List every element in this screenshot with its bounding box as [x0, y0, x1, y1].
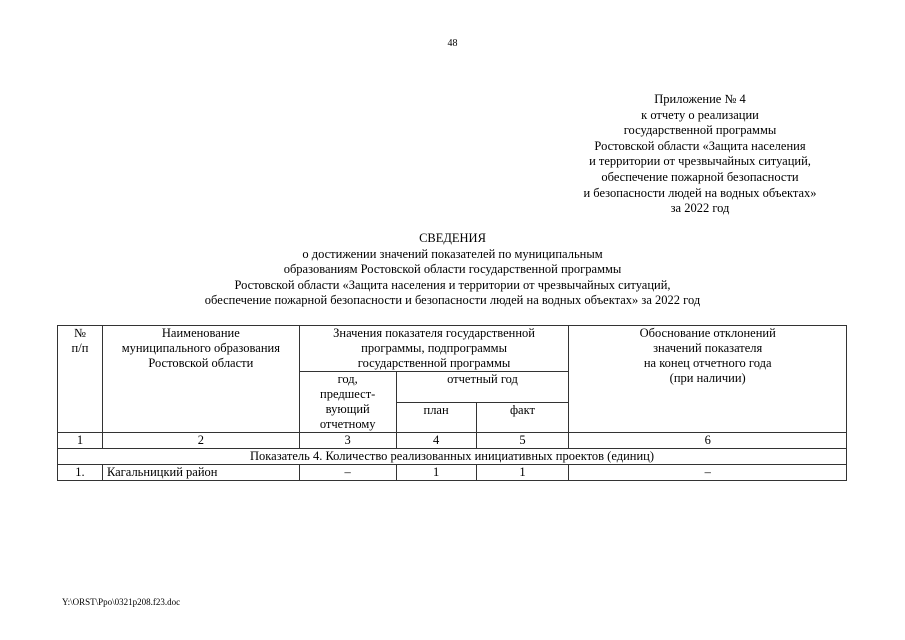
column-number: 5	[476, 433, 569, 449]
appendix-block	[540, 92, 860, 217]
title-line: образованиям Ростовской области государственной программы	[283, 262, 622, 277]
header-values: Значения показателя государственной программы, подпрограммы государственной программы	[299, 326, 569, 372]
column-number: 3	[299, 433, 396, 449]
row-num: 1.	[58, 465, 103, 481]
header-name: Наименование муниципального образования Ростовской области	[102, 326, 299, 433]
row-reason: –	[569, 465, 847, 481]
header-fact: факт	[476, 402, 569, 433]
column-number-row	[58, 433, 847, 449]
document-title	[0, 231, 905, 309]
header-report-year: отчетный год	[396, 372, 569, 403]
row-plan: 1	[396, 465, 476, 481]
row-fact: 1	[476, 465, 569, 481]
title-line: Ростовской области «Защита населения и территории от чрезвычайных ситуаций,	[234, 277, 671, 292]
appendix-line: и территории от чрезвычайных ситуаций,	[589, 154, 811, 169]
section-row	[58, 449, 847, 465]
column-number: 1	[58, 433, 103, 449]
appendix-line: за 2022 год	[670, 201, 730, 216]
row-name: Кагальницкий район	[102, 465, 299, 481]
report-table	[57, 325, 847, 481]
title-line: о достижении значений показателей по муниципальным	[302, 246, 603, 261]
header-prev-year: год, предшест- вующий отчетному	[299, 372, 396, 433]
appendix-line: Ростовской области «Защита населения	[594, 138, 806, 153]
title-line: обеспечение пожарной безопасности и безопасности людей на водных объектах» за 2022 год	[204, 293, 701, 308]
row-prev: –	[299, 465, 396, 481]
header-num: № п/п	[58, 326, 103, 433]
section-title: Показатель 4. Количество реализованных инициативных проектов (единиц)	[58, 449, 847, 465]
appendix-line: к отчету о реализации	[641, 107, 759, 122]
column-number: 6	[569, 433, 847, 449]
column-number: 2	[102, 433, 299, 449]
appendix-line: и безопасности людей на водных объектах»	[583, 185, 817, 200]
header-row	[58, 326, 847, 372]
appendix-line: Приложение № 4	[654, 92, 746, 106]
appendix-line: обеспечение пожарной безопасности	[601, 169, 799, 184]
header-plan: план	[396, 402, 476, 433]
table-row	[58, 465, 847, 481]
appendix-line: государственной программы	[623, 123, 777, 138]
footer-file-path: Y:\ORST\Ppo\0321p208.f23.doc	[62, 597, 181, 607]
title-heading: СВЕДЕНИЯ	[419, 231, 486, 245]
page-number: 48	[447, 38, 458, 49]
header-reason: Обоснование отклонений значений показателя на конец отчетного года (при наличии)	[569, 326, 847, 433]
column-number: 4	[396, 433, 476, 449]
